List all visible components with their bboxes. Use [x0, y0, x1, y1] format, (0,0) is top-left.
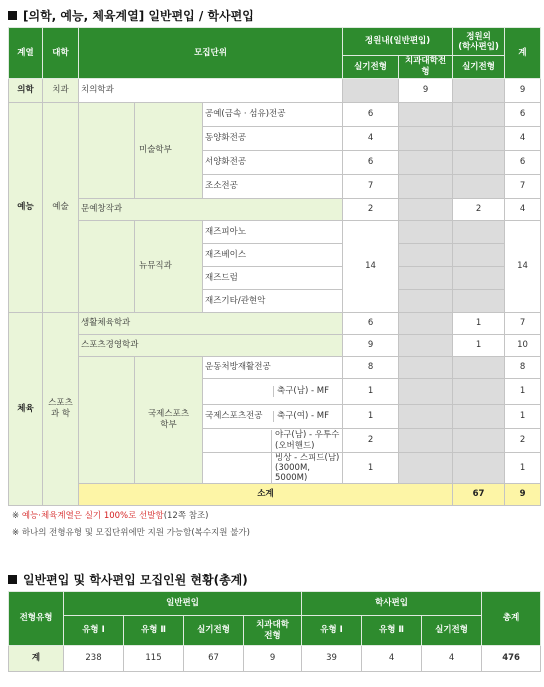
table-row — [9, 313, 541, 335]
major-name: 재즈베이스 — [203, 244, 343, 267]
empty-cell — [453, 79, 505, 103]
header-college: 대학 — [43, 28, 79, 79]
empty-cell — [399, 199, 453, 221]
note-1-highlight: 예능·체육계열은 실기 100%로 선발함 — [21, 511, 164, 521]
header-b-type1: 유형 Ⅰ — [302, 616, 362, 646]
grand-total-value: 476 — [482, 646, 541, 672]
empty-cell — [453, 429, 505, 453]
empty-cell — [453, 221, 505, 244]
major-name: 재즈피아노 — [203, 221, 343, 244]
header-general: 일반편입 — [64, 592, 302, 616]
total-count: 9 — [505, 79, 541, 103]
empty-cell — [399, 267, 453, 290]
practical-count: 9 — [343, 335, 399, 357]
intl-major-label: 국제스포츠전공 — [203, 411, 274, 422]
major-name: 서양화전공 — [203, 151, 343, 175]
college-sports: 스포츠 과 학 — [43, 313, 79, 506]
major-name: 동양화전공 — [203, 127, 343, 151]
header-dental: 치과대학전형 — [399, 56, 453, 79]
total-count: 1 — [505, 405, 541, 429]
table-row — [9, 357, 541, 379]
empty-cell — [453, 244, 505, 267]
empty-cell — [453, 405, 505, 429]
header-practical: 실기전형 — [343, 56, 399, 79]
major-name: 재즈드럼 — [203, 267, 343, 290]
total-count: 2 — [505, 429, 541, 453]
unit-dentistry: 치의학과 — [79, 79, 343, 103]
empty-cell — [399, 405, 453, 429]
header-b-type2: 유형 Ⅱ — [362, 616, 422, 646]
total-count: 10 — [505, 335, 541, 357]
total-count: 8 — [505, 357, 541, 379]
empty-cell — [399, 175, 453, 199]
header-bachelor: 학사편입 — [302, 592, 482, 616]
total-count: 7 — [505, 175, 541, 199]
intl-major-split — [203, 379, 343, 405]
empty-cell — [453, 151, 505, 175]
subtotal-practical: 67 — [453, 484, 505, 506]
empty-cell — [399, 244, 453, 267]
section1-title-text: [의학, 예능, 체육계열] 일반편입 / 학사편입 — [23, 9, 254, 23]
value-cell: 39 — [302, 646, 362, 672]
spacer-cell — [79, 103, 135, 199]
field-medicine: 의학 — [9, 79, 43, 103]
row-label: 계 — [9, 646, 64, 672]
header-g-dental: 치과대학 전형 — [244, 616, 302, 646]
empty-cell — [343, 79, 399, 103]
major-name: 공예(금속 · 섬유)전공 — [203, 103, 343, 127]
note-2: ※ 하나의 전형유형 및 모집단위에만 지원 가능함(복수지원 불가) — [12, 528, 250, 538]
value-cell: 67 — [184, 646, 244, 672]
intl-major-split — [203, 405, 343, 429]
event-name: 빙상 - 스피드(남) (3000M, 5000M) — [275, 453, 340, 483]
square-bullet-icon — [8, 575, 17, 584]
out-quota-count: 1 — [453, 335, 505, 357]
practical-count: 2 — [343, 199, 399, 221]
header-g-type1: 유형 Ⅰ — [64, 616, 124, 646]
header-grand-total: 총계 — [482, 592, 541, 646]
header-type: 전형유형 — [9, 592, 64, 646]
header-g-practical: 실기전형 — [184, 616, 244, 646]
music-dept: 뉴뮤직과 — [135, 221, 203, 313]
empty-cell — [453, 267, 505, 290]
empty-cell — [399, 103, 453, 127]
empty-cell — [399, 127, 453, 151]
header-in-quota: 정원내(일반편입) — [343, 28, 453, 56]
practical-count: 1 — [343, 405, 399, 429]
header-practical-out: 실기전형 — [453, 56, 505, 79]
header-g-type2: 유형 Ⅱ — [124, 616, 184, 646]
dental-count: 9 — [399, 79, 453, 103]
table-row — [9, 221, 541, 244]
field-arts: 예능 — [9, 103, 43, 313]
empty-cell — [453, 127, 505, 151]
admission-table — [8, 27, 541, 506]
total-count: 1 — [505, 453, 541, 484]
empty-cell — [399, 151, 453, 175]
header-out-quota: 정원외 (학사편입) — [453, 28, 505, 56]
table-row — [9, 335, 541, 357]
total-count: 4 — [505, 127, 541, 151]
out-quota-count: 1 — [453, 313, 505, 335]
field-sports: 체육 — [9, 313, 43, 506]
empty-cell — [453, 103, 505, 127]
empty-cell — [399, 357, 453, 379]
college-arts: 예술 — [43, 103, 79, 313]
value-cell: 115 — [124, 646, 184, 672]
total-count: 1 — [505, 379, 541, 405]
practical-count: 4 — [343, 127, 399, 151]
practical-count: 1 — [343, 379, 399, 405]
subtotal-label: 소계 — [79, 484, 453, 506]
empty-cell — [399, 335, 453, 357]
header-unit: 모집단위 — [79, 28, 343, 79]
empty-cell — [399, 313, 453, 335]
total-count: 4 — [505, 199, 541, 221]
subtotal-dental: 9 — [505, 484, 541, 506]
intl-major-split — [203, 453, 343, 484]
intl-major-split — [203, 429, 343, 453]
square-bullet-icon — [8, 11, 17, 20]
practical-count: 6 — [343, 313, 399, 335]
spacer-cell — [79, 357, 135, 484]
note-mark: ※ — [12, 511, 20, 521]
empty-cell — [453, 379, 505, 405]
empty-cell — [453, 290, 505, 313]
summary-table — [8, 591, 541, 672]
dept-creative-writing: 문예창작과 — [79, 199, 343, 221]
intl-major-spacer — [203, 386, 274, 397]
event-name: 축구(여) - MF — [277, 411, 329, 421]
practical-count: 8 — [343, 357, 399, 379]
value-cell: 238 — [64, 646, 124, 672]
dept-name: 생활체육학과 — [79, 313, 343, 335]
practical-count: 1 — [343, 453, 399, 484]
header-field: 계열 — [9, 28, 43, 79]
subtotal-row — [9, 484, 541, 506]
total-count: 7 — [505, 313, 541, 335]
value-cell: 4 — [422, 646, 482, 672]
event-name: 축구(남) - MF — [277, 386, 329, 396]
total-count: 6 — [505, 103, 541, 127]
empty-cell — [453, 357, 505, 379]
total-count: 6 — [505, 151, 541, 175]
header-b-practical: 실기전형 — [422, 616, 482, 646]
empty-cell — [399, 221, 453, 244]
college-dental: 치과 — [43, 79, 79, 103]
dept-name: 스포츠경영학과 — [79, 335, 343, 357]
practical-count: 14 — [343, 221, 399, 313]
table-row — [9, 79, 541, 103]
practical-count: 6 — [343, 151, 399, 175]
major-name: 조소전공 — [203, 175, 343, 199]
section2-title — [8, 571, 248, 588]
event-name: 야구(남) - 우투수(오버핸드) — [275, 429, 340, 451]
note-1-rest: (12쪽 참조) — [163, 511, 209, 521]
empty-cell — [453, 175, 505, 199]
section2-title-text: 일반편입 및 학사편입 모집인원 현황(총계) — [23, 573, 248, 587]
practical-count: 6 — [343, 103, 399, 127]
table-row — [9, 199, 541, 221]
empty-cell — [399, 429, 453, 453]
major-name: 운동처방재활전공 — [203, 357, 343, 379]
empty-cell — [453, 453, 505, 484]
intl-sports-school: 국제스포츠 학부 — [135, 357, 203, 484]
practical-count: 2 — [343, 429, 399, 453]
note-1 — [12, 509, 208, 521]
header-total: 계 — [505, 28, 541, 79]
fine-arts-school: 미술학부 — [135, 103, 203, 199]
major-name: 재즈기타/관현악 — [203, 290, 343, 313]
value-cell: 9 — [244, 646, 302, 672]
section1-title — [8, 7, 254, 24]
empty-cell — [399, 453, 453, 484]
empty-cell — [399, 379, 453, 405]
table-row — [9, 103, 541, 127]
practical-count: 7 — [343, 175, 399, 199]
out-quota-count: 2 — [453, 199, 505, 221]
value-cell: 4 — [362, 646, 422, 672]
intl-major-spacer — [203, 453, 272, 483]
spacer-cell — [79, 221, 135, 313]
total-count: 14 — [505, 221, 541, 313]
intl-major-spacer — [203, 430, 272, 452]
table-row — [9, 646, 541, 672]
empty-cell — [399, 290, 453, 313]
